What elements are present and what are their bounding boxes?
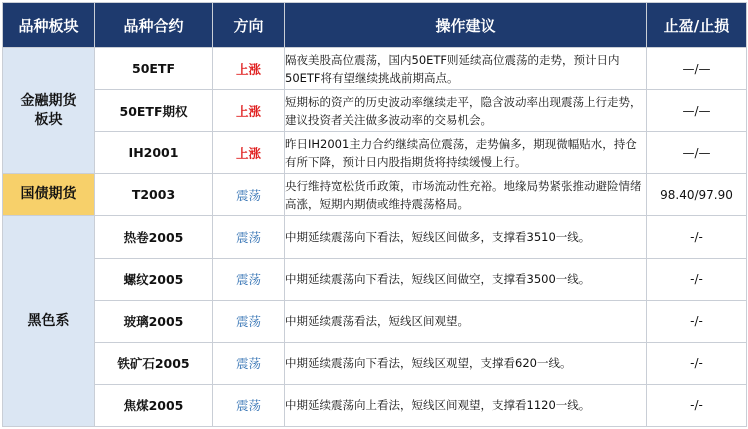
contract-cell: 热卷2005: [95, 216, 213, 258]
stop-cell: 98.40/97.90: [647, 174, 747, 216]
stop-cell: —/—: [647, 90, 747, 132]
advice-cell: 中期延续震荡看法，短线区间观望。: [285, 300, 647, 342]
direction-cell: 震荡: [213, 216, 285, 258]
stop-cell: —/—: [647, 48, 747, 90]
direction-cell: 震荡: [213, 258, 285, 300]
advice-cell: 中期延续震荡向上看法，短线区间观望，支撑看1120一线。: [285, 384, 647, 426]
advice-cell: 中期延续震荡向下看法，短线区间做多，支撑看3510一线。: [285, 216, 647, 258]
category-financial: 金融期货 板块: [3, 48, 95, 174]
header-stop: 止盈/止损: [647, 3, 747, 48]
stop-cell: -/-: [647, 384, 747, 426]
direction-cell: 上涨: [213, 132, 285, 174]
category-ferrous: 黑色系: [3, 216, 95, 427]
contract-cell: 50ETF: [95, 48, 213, 90]
stop-cell: -/-: [647, 216, 747, 258]
contract-cell: 铁矿石2005: [95, 342, 213, 384]
direction-cell: 震荡: [213, 174, 285, 216]
table-row: [3, 132, 747, 174]
advice-cell: 短期标的资产的历史波动率继续走平，隐含波动率出现震荡上行走势，建议投资者关注做多波动率的交易机会。: [285, 90, 647, 132]
table-row: [3, 216, 747, 258]
contract-cell: 螺纹2005: [95, 258, 213, 300]
advice-cell: 中期延续震荡向下看法，短线区间做空，支撑看3500一线。: [285, 258, 647, 300]
stop-cell: -/-: [647, 300, 747, 342]
stop-cell: -/-: [647, 258, 747, 300]
direction-cell: 震荡: [213, 300, 285, 342]
contract-cell: 50ETF期权: [95, 90, 213, 132]
direction-cell: 上涨: [213, 90, 285, 132]
contract-cell: 焦煤2005: [95, 384, 213, 426]
table-row: [3, 342, 747, 384]
direction-cell: 震荡: [213, 384, 285, 426]
header-advice: 操作建议: [285, 3, 647, 48]
header-row: [3, 3, 747, 48]
contract-cell: IH2001: [95, 132, 213, 174]
advice-cell: 隔夜美股高位震荡，国内50ETF则延续高位震荡的走势，预计日内50ETF将有望继续挑战前期高点。: [285, 48, 647, 90]
header-category: 品种板块: [3, 3, 95, 48]
advice-cell: 央行维持宽松货币政策，市场流动性充裕。地缘局势紧张推动避险情绪高涨，短期内期债或维持震荡格局。: [285, 174, 647, 216]
contract-cell: 玻璃2005: [95, 300, 213, 342]
stop-cell: —/—: [647, 132, 747, 174]
table-row: [3, 174, 747, 216]
table-row: [3, 48, 747, 90]
table-row: [3, 258, 747, 300]
header-direction: 方向: [213, 3, 285, 48]
advice-cell: 昨日IH2001主力合约继续高位震荡，走势偏多，期现微幅贴水，持仓有所下降，预计日内股指期货将持续缓慢上行。: [285, 132, 647, 174]
contract-cell: T2003: [95, 174, 213, 216]
category-bond: 国债期货: [3, 174, 95, 216]
table-row: [3, 300, 747, 342]
strategy-table: [2, 2, 747, 427]
header-contract: 品种合约: [95, 3, 213, 48]
advice-cell: 中期延续震荡向下看法，短线区观望，支撑看620一线。: [285, 342, 647, 384]
direction-cell: 震荡: [213, 342, 285, 384]
stop-cell: -/-: [647, 342, 747, 384]
table-row: [3, 90, 747, 132]
direction-cell: 上涨: [213, 48, 285, 90]
table-row: [3, 384, 747, 426]
